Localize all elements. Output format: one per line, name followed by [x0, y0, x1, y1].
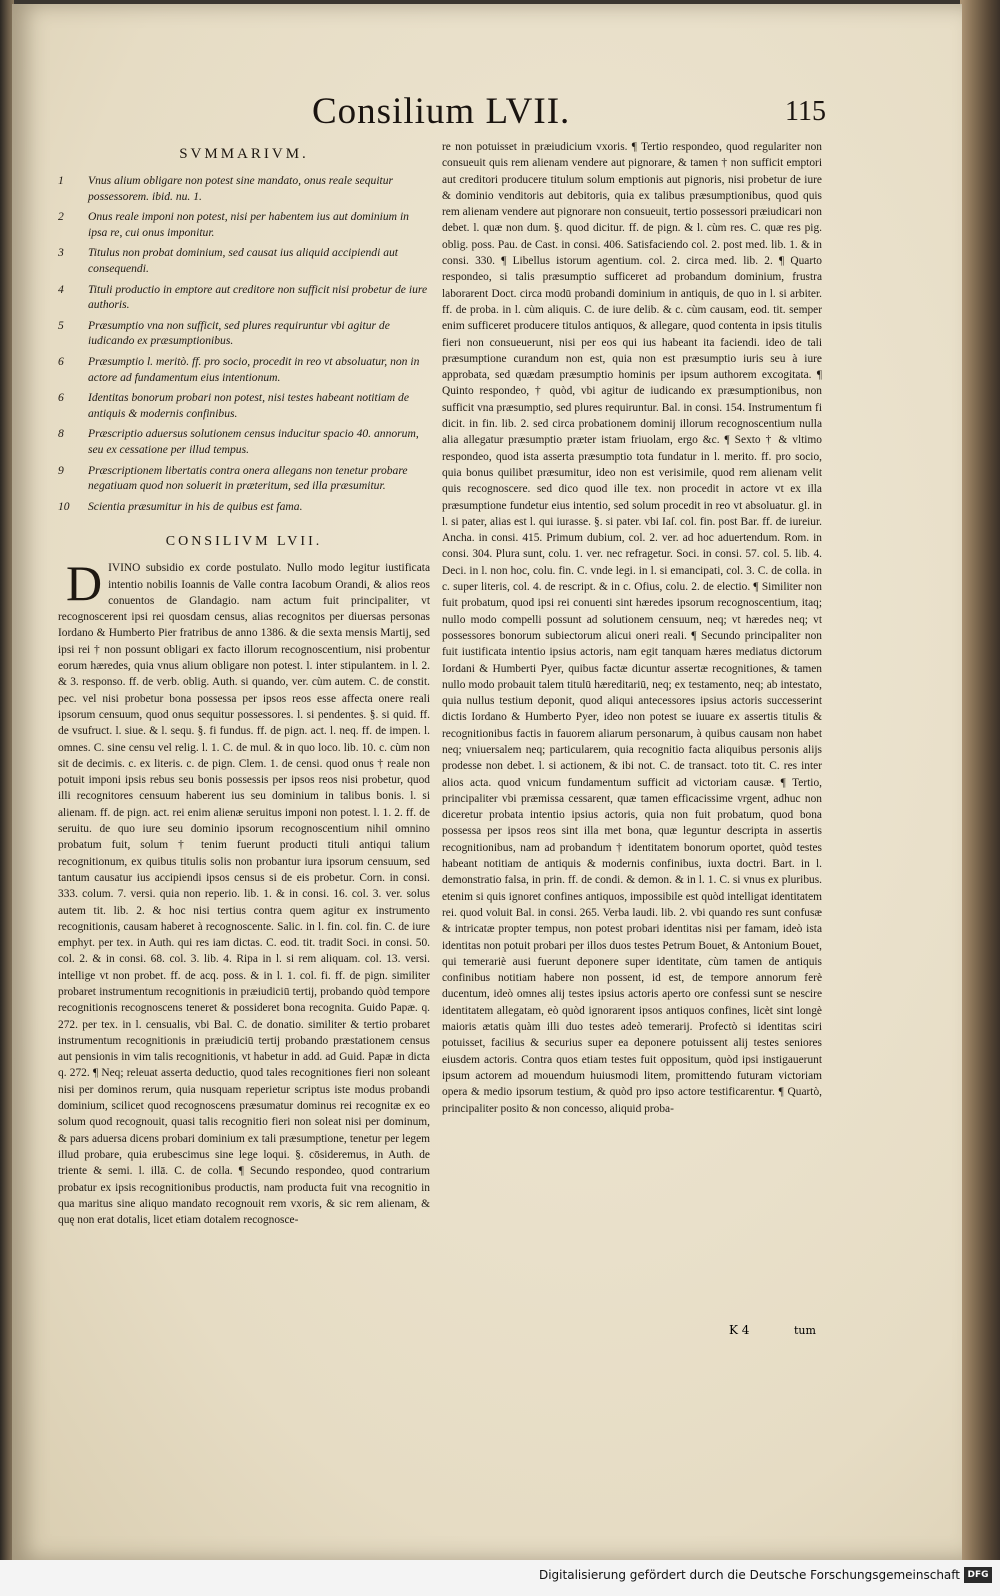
left-column	[58, 144, 430, 1228]
catch-word: tum	[794, 1324, 816, 1337]
summary-item	[58, 245, 430, 276]
summary-item	[58, 463, 430, 494]
book-edge-right	[960, 0, 1000, 1560]
summary-item-text: Vnus alium obligare non potest sine mandato, onus reale sequitur possessorem. ibid. nu. 1.	[88, 174, 394, 203]
summary-item-text: Identitas bonorum probari non potest, nisi testes habeant notitiam de antiquis & modernis confinibus.	[88, 391, 409, 420]
right-column	[442, 139, 822, 1117]
summary-item-number: 3	[58, 246, 64, 260]
dfg-logo: DFG	[964, 1567, 992, 1583]
book-page	[12, 4, 962, 1560]
summary-item	[58, 209, 430, 240]
summary-item-number: 4	[58, 282, 64, 296]
summary-item-number: 6	[58, 391, 64, 405]
summary-item-text: Scientia præsumitur in his de quibus est fama.	[88, 499, 303, 513]
summary-item	[58, 318, 430, 349]
consilium-title: CONSILIVM LVII.	[165, 534, 323, 550]
page-number: 115	[785, 96, 826, 127]
summary-item-text: Titulus non probat dominium, sed causat ius aliquid accipiendi aut consequendi.	[88, 246, 399, 275]
left-body-paragraph: IVINO subsidio ex corde postulato. Nullo modo legitur iustificata intentio nobilis Ioannis de Valle contra Iacobum Orandi, & alios reos conuentos de Glandagio. nam actum fuit principaliter, vt recognoscerent ipsi rei quosdam census, alias recognitos per diuersas personas Iordano & Humberto Pier fratribus de anno 1386. & die sexta mensis Martij, sed ipsi rei † non possunt obligari ex facto illorum recognoscentium, nisi probentur eorum hæredes, quia vnus alium obligare non potest. l. inter stipulantem. in l. 2. & 3. responso. ff. de verb. oblig. Auth. si quando, ver. cùm autem. C. de constit. pec. vel nisi probetur bona possessa per ipsos reos esse affecta onere reali ipsorum censuum, quod onus sequitur possessores. l. si pendentes. §. si quid. ff. de vsufruct. l. siue. & l. sequ. §. fi fundus. ff. de pign. act. l. neq. ff. de impen. l. omnes. C. sine censu vel relig. l. 1. C. de mul. & in quo loco. lib. 10. c. cùm non sit de decimis. c. ex literis. c. de pign. Clem. 1. de censi. quod onus † reale non potuit imponi ipsis rebus seu bonis possessis per ipsos reos nisi probetur, quod illi recognitores censuum haberent ius seu dominium in talibus bonis. l. si alienam. ff. de pign. act. rei enim alienæ seruitus imponi non potest. l. 1. 2. ff. de seruitu. de quo iure seu dominio ipsorum recognoscentium nihil omnino probatum fuit, solum † tenim fuerunt producti tituli antiqui talium recognitionum, ex quibus titulis solis non probantur iura ipsorum censuum, sed tantum causatur ius accipiendi ipsos census si de eis probetur. Corn. in consi. 333. colum. 7. versi. quia non reperio. lib. 1. & in consi. 16. col. 3. ver. solus autem tit. lib. 2. & hoc nisi tertius contra quem agitur ex instrumento recognitionis, causam haberet à recognoscente. Salic. in l. fin. col. fin. C. de iure emphyt. per tex. in Auth. qui res iam dictas. C. eod. tit. tradit Soci. in consi. 50. col. 2. & in consi. 68. col. 3. lib. 4. Ripa in l. si rem aliquam. col. 13. versi. intellige vt non probet. ff. de acq. poss. & in l. 1. col. fi. ff. de pign. similiter probaret instrumentum recognitionis in præiudiciū tertij, probando quòd tempore recognitionis recognoscens teneret & possideret bona recognita. Guido Papæ. q. 272. per tex. in l. censualis, vbi Bal. C. de donatio. similiter & tertio probaret instrumentum recognitionis in præiudiciū tertij probando præstationem census aut pensionis in vim talis recognitionis, vt habetur in add. ad Guid. Papæ in dicta q. 272. ¶ Neq; releuat asserta deductio, quod tales recognitiones fieri non soleant nisi per dominos rerum, quia nusquam reperietur scriptus iste modus probandi dominium, scilicet quod recognoscens præsumatur dominus rei recognitæ ex eo solum quod recognouit, quasi talis recognitio fieri non soleat nisi per dominum, & pars aduersa dicens probari dominium ex tali præsumptione, tenetur per legem illud probare, quia erubescimus sine lege loqui. §. cōsideremus, in Auth. de triente & semi. l. illā. C. de colla. ¶ Secundo respondeo, quod contrarium probatur ex ipsis recognitionibus productis, nam producta fuit vna recognitio in qua maritus sine aliquo mandato recognouit rem vxoris, & sic rem alienam, & quę non erat dotalis, licet etiam dotalem recognosce-	[58, 562, 430, 1227]
summary-item-number: 8	[58, 427, 64, 441]
summary-item-number: 10	[58, 499, 70, 513]
summary-item-number: 2	[58, 210, 64, 224]
summary-item	[58, 499, 430, 515]
summary-item	[58, 390, 430, 421]
left-body-text	[58, 555, 430, 1228]
summary-item-text: Onus reale imponi non potest, nisi per habentem ius aut dominium in ipsa re, cui onus imponitur.	[88, 210, 409, 239]
summary-item-number: 6	[58, 354, 64, 368]
signature-mark: K 4	[729, 1323, 750, 1337]
summary-item-text: Præscriptio aduersus solutionem census inducitur spacio 40. annorum, seu ex cessatione per illud tempus.	[88, 427, 419, 456]
summary-item-text: Præsumptio vna non sufficit, sed plures requiruntur vbi agitur de iudicando ex præsumptionibus.	[88, 318, 390, 348]
summary-item-text: Præsumptio l. meritò. ff. pro socio, procedit in reo vt absoluatur, non in actore ad fundamentum eius intentionum.	[88, 354, 420, 384]
summary-item-number: 1	[58, 174, 64, 187]
right-body-paragraph: re non potuisset in præiudicium vxoris. ¶ Tertio respondeo, quod regulariter non consueuit quis rem alienam vendere aut pignorare, & tamen † non sufficit emptori aut creditori producere titulum solum emptionis aut pignoris, nisi probetur de iure & dominio venditoris aut debitoris, quia ex talibus præsumptionibus, quod quis rem alienam vendere aut pignorare non consueuit, tertio possessori præiudicari non debet. l. quæ non dum. §. quod dicitur. ff. de pign. & l. cùm res. C. quæ res pig. oblig. poss. Pau. de Cast. in consi. 406. Satisfaciendo col. 2. post med. lib. 1. & in consi. 330. ¶ Libellus istorum agentium. col. 2. circa med. lib. 2. ¶ Quarto respondeo, si talis præsumptio sufficeret ad probandum dominium, frustra laborarent Doct. circa modū probandi dominium in antiquis, de quo in l. si arbiter. ff. de proba. in l. cùm aliquis. C. de iure delib. & c. cùm causam, eod. tit. semper enim sufficeret producere titulos antiquos, & allegare, quod contenta in ipsis titulis fieri non consueuerunt, nisi per eos qui ius habeant ita faciendi. ideo de tali præsumptione curandum non est, quia non est præsumptio iuris seu à iure approbata, sed quædam præsumptio hominis per ipsum authorem excogitata. ¶ Quinto respondeo, † quòd, vbi agitur de iudicando ex præsumptionibus, non sufficit vna præsumptio, sed plures requiruntur. Bal. in consi. 154. Instrumentum fi dicit. in fin. lib. 2. sed circa probationem dominij illorum recognoscentium nulla alia allegatur præsumptio præter istam friuolam, ergo &c. ¶ Sexto † & vltimo respondeo, quod ista asserta præsumptio tota fundatur in l. merito. ff. pro socio, quia bonus quilibet præsumitur, ideo non est verisimile, quod rem alienam velit quis recognoscere. sed dico quod ille tex. non procedit in actore vt ex illa præsumptione fundetur eius intentio, sed solum procedit in reo vt absoluatur. gl. in l. si pater, alias est l. qui iurasse. §. si pater. vbi Iaſ. col. fin. post Bar. ff. de iureiur. Ancha. in consi. 415. Primum dubium, col. 2. ver. ad hoc aduertendum. Rom. in consi. 304. Plura sunt, colu. 1. ver. nec refragetur. Soci. in consi. 57. col. 5. lib. 4. Deci. in l. non hoc, colu. fin. C. vnde legi. in l. si emancipati, col. 3. C. de colla. in c. super literis, col. 4. de rescript. & in c. Ofius, colu. 2. de electio. ¶ Similiter non fuit probatum, quod ipsi rei conuenti sint hæredes ipsorum recognoscentium, itaq; nullo modo compelli possunt ad solutionem censuum, neq; vt hæredes neq; vt possessores bonorum subiectorum alicui oneri reali. ¶ Secundo principaliter non fuit iustificata intentio ipsius actoris, nam egit tanquam hæres mediatus dictorum Iordani & Humberti Pyer, quibus factæ dicuntur assertæ recognitiones, & tamen nullo modo probauit talem titulū hæreditariū, neq; ex testamento, neq; ab intestato, quia nullus testium deponit, quod aliqui antecessores ipsius actoris successerint dictis Iordano & Humberto Pyer, ideo non potest se iuuare ex assertis titulis & recognitionibus factis in fauorem aliarum personarum, à quibus causam non habet neq; vniuersalem neq; particularem, quia recognitio facta aliquibus personis alijs prodesse non debet. l. si actionem, & ibi not. C. de transact. toto tit. C. res inter alios acta. quod vnicum fundamentum sufficit ad victoriam causæ. ¶ Tertio, principaliter vbi præmissa cessarent, quæ tamen efficacissime vrgent, adhuc non diceretur probata intentio ipsius actoris, quia non fuit probatum, quod bona possessa per ipsos reos sint illa met bona, quæ leguntur descripta in assertis recognitionibus, nam ad probandum † identitatem bonorum oportet, quòd testes habeant notitiam de antiquis & modernis confinibus, iuxta doctri. Bart. in l. demonstratio falsa, in prin. ff. de condi. & demon. & in l. 1. C. si vnus ex pluribus. etenim si quis ignoret confines antiquos, impossibile est quòd intelligat identitatem rei. quod voluit Bal. in consi. 265. Verba laudi. lib. 2. vbi quando res sunt confusæ & intricatæ propter tempus, non potest probari identitas nisi per famam, ideò ista identitas non potuit probari per illos duos testes Petrum Bouet, & Antonium Bouet, qui temerariè ausi fuerunt deponere super identitate, cùm tamen de antiquis confinibus notitiam habere non possent, id est, de tempore annorum ferè ducentum, ideò omnes alij testes ipsius actoris aperto ore confessi sunt se nescire identitatem allegatam, eò quòd ignorarent ipsos antiquos confines, licèt sint longè maioris ætatis quàm illi duo testes adeò temerarij. Profectò si identitas sciri potuisset, facilius & securius super ea deponere potuissent alij testes seniores eiusdem actoris. Contra quos etiam testes fuit oppositum, quòd ipsi instigauerunt ipsum actorem ad mouendum huiusmodi litem, promittendo futuram victoriam opera & medio ipsorum testium, & quòd pro ipso actore testificarentur. ¶ Quartò, principaliter posito & non concesso, aliquid proba-	[442, 141, 822, 1115]
summary-item	[58, 173, 430, 204]
summary-list	[58, 173, 430, 514]
right-body-text	[442, 139, 822, 1117]
summary-item	[58, 354, 430, 385]
page-title: Consilium LVII.	[312, 91, 571, 132]
summary-item	[58, 426, 430, 457]
summary-item-number: 9	[58, 463, 64, 477]
summary-item-text: Præscriptionem libertatis contra onera allegans non tenetur probare negatiuam quod non soluerit in præteritum, sed illa præsumitur.	[88, 463, 408, 493]
summary-item-text: Tituli productio in emptore aut creditore non sufficit nisi probetur de iure authoris.	[88, 282, 428, 312]
summary-item	[58, 282, 430, 313]
footer-credit-text: Digitalisierung gefördert durch die Deutsche Forschungsgemeinschaft	[538, 1568, 960, 1582]
drop-cap-initial: D	[66, 555, 103, 612]
summary-title: SVMMARIVM.	[179, 146, 309, 162]
summary-item-number: 5	[58, 318, 64, 332]
